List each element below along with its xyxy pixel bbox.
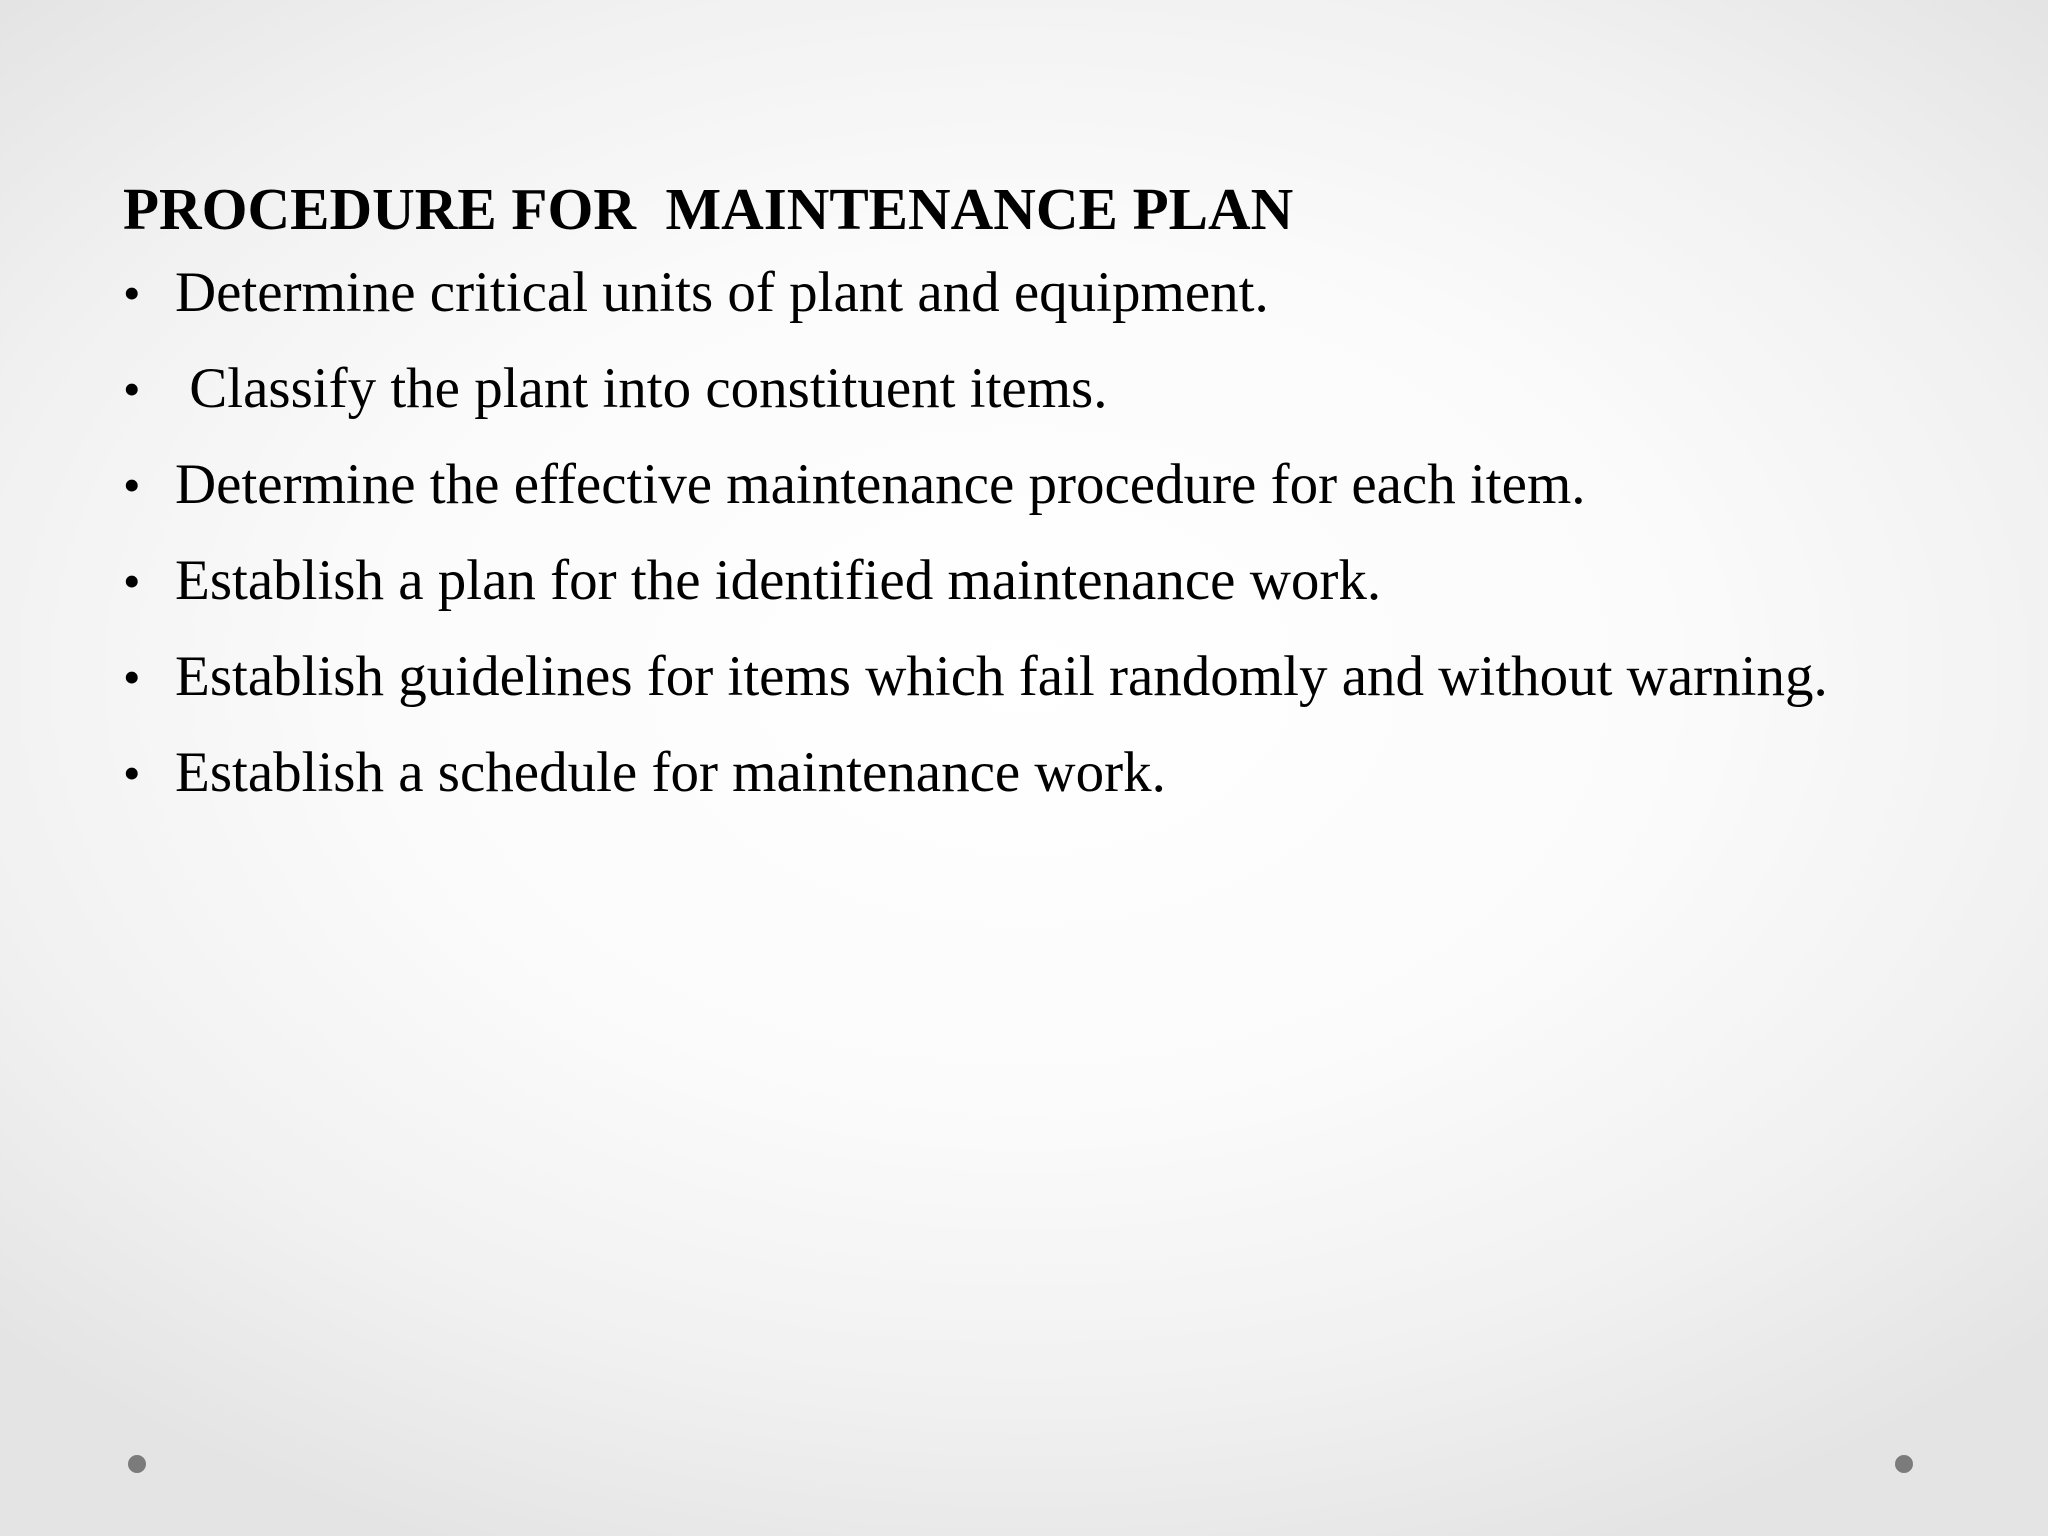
bullet-item-1: [123, 260, 1823, 326]
bullet-dot-icon: •: [123, 649, 141, 705]
bullet-text: Establish a schedule for maintenance work.: [175, 741, 1166, 804]
right-dot-icon: [1895, 1455, 1913, 1473]
bullet-text: Establish a plan for the identified maintenance work.: [175, 549, 1382, 612]
bullet-item-4: [123, 548, 1823, 614]
bullet-item-6: [123, 740, 1823, 806]
bullet-list: [123, 260, 1828, 806]
bullet-text: Determine critical units of plant and equipment.: [175, 261, 1269, 324]
bullet-text: Classify the plant into constituent items.: [175, 357, 1108, 420]
bullet-item-3: [123, 452, 1823, 518]
bullet-text: Establish guidelines for items which fail randomly and without warning.: [175, 645, 1828, 708]
slide-title: PROCEDURE FOR MAINTENANCE PLAN: [123, 176, 1294, 242]
slide-content: [123, 170, 1828, 836]
left-dot-icon: [128, 1455, 146, 1473]
bullet-text: Determine the effective maintenance procedure for each item.: [175, 453, 1586, 516]
bullet-dot-icon: •: [123, 361, 141, 417]
bullet-dot-icon: •: [123, 457, 141, 513]
bullet-item-5: [123, 644, 1855, 710]
bullet-dot-icon: •: [123, 265, 141, 321]
bullet-dot-icon: •: [123, 553, 141, 609]
bullet-dot-icon: •: [123, 745, 141, 801]
bullet-item-2: [123, 356, 1823, 422]
